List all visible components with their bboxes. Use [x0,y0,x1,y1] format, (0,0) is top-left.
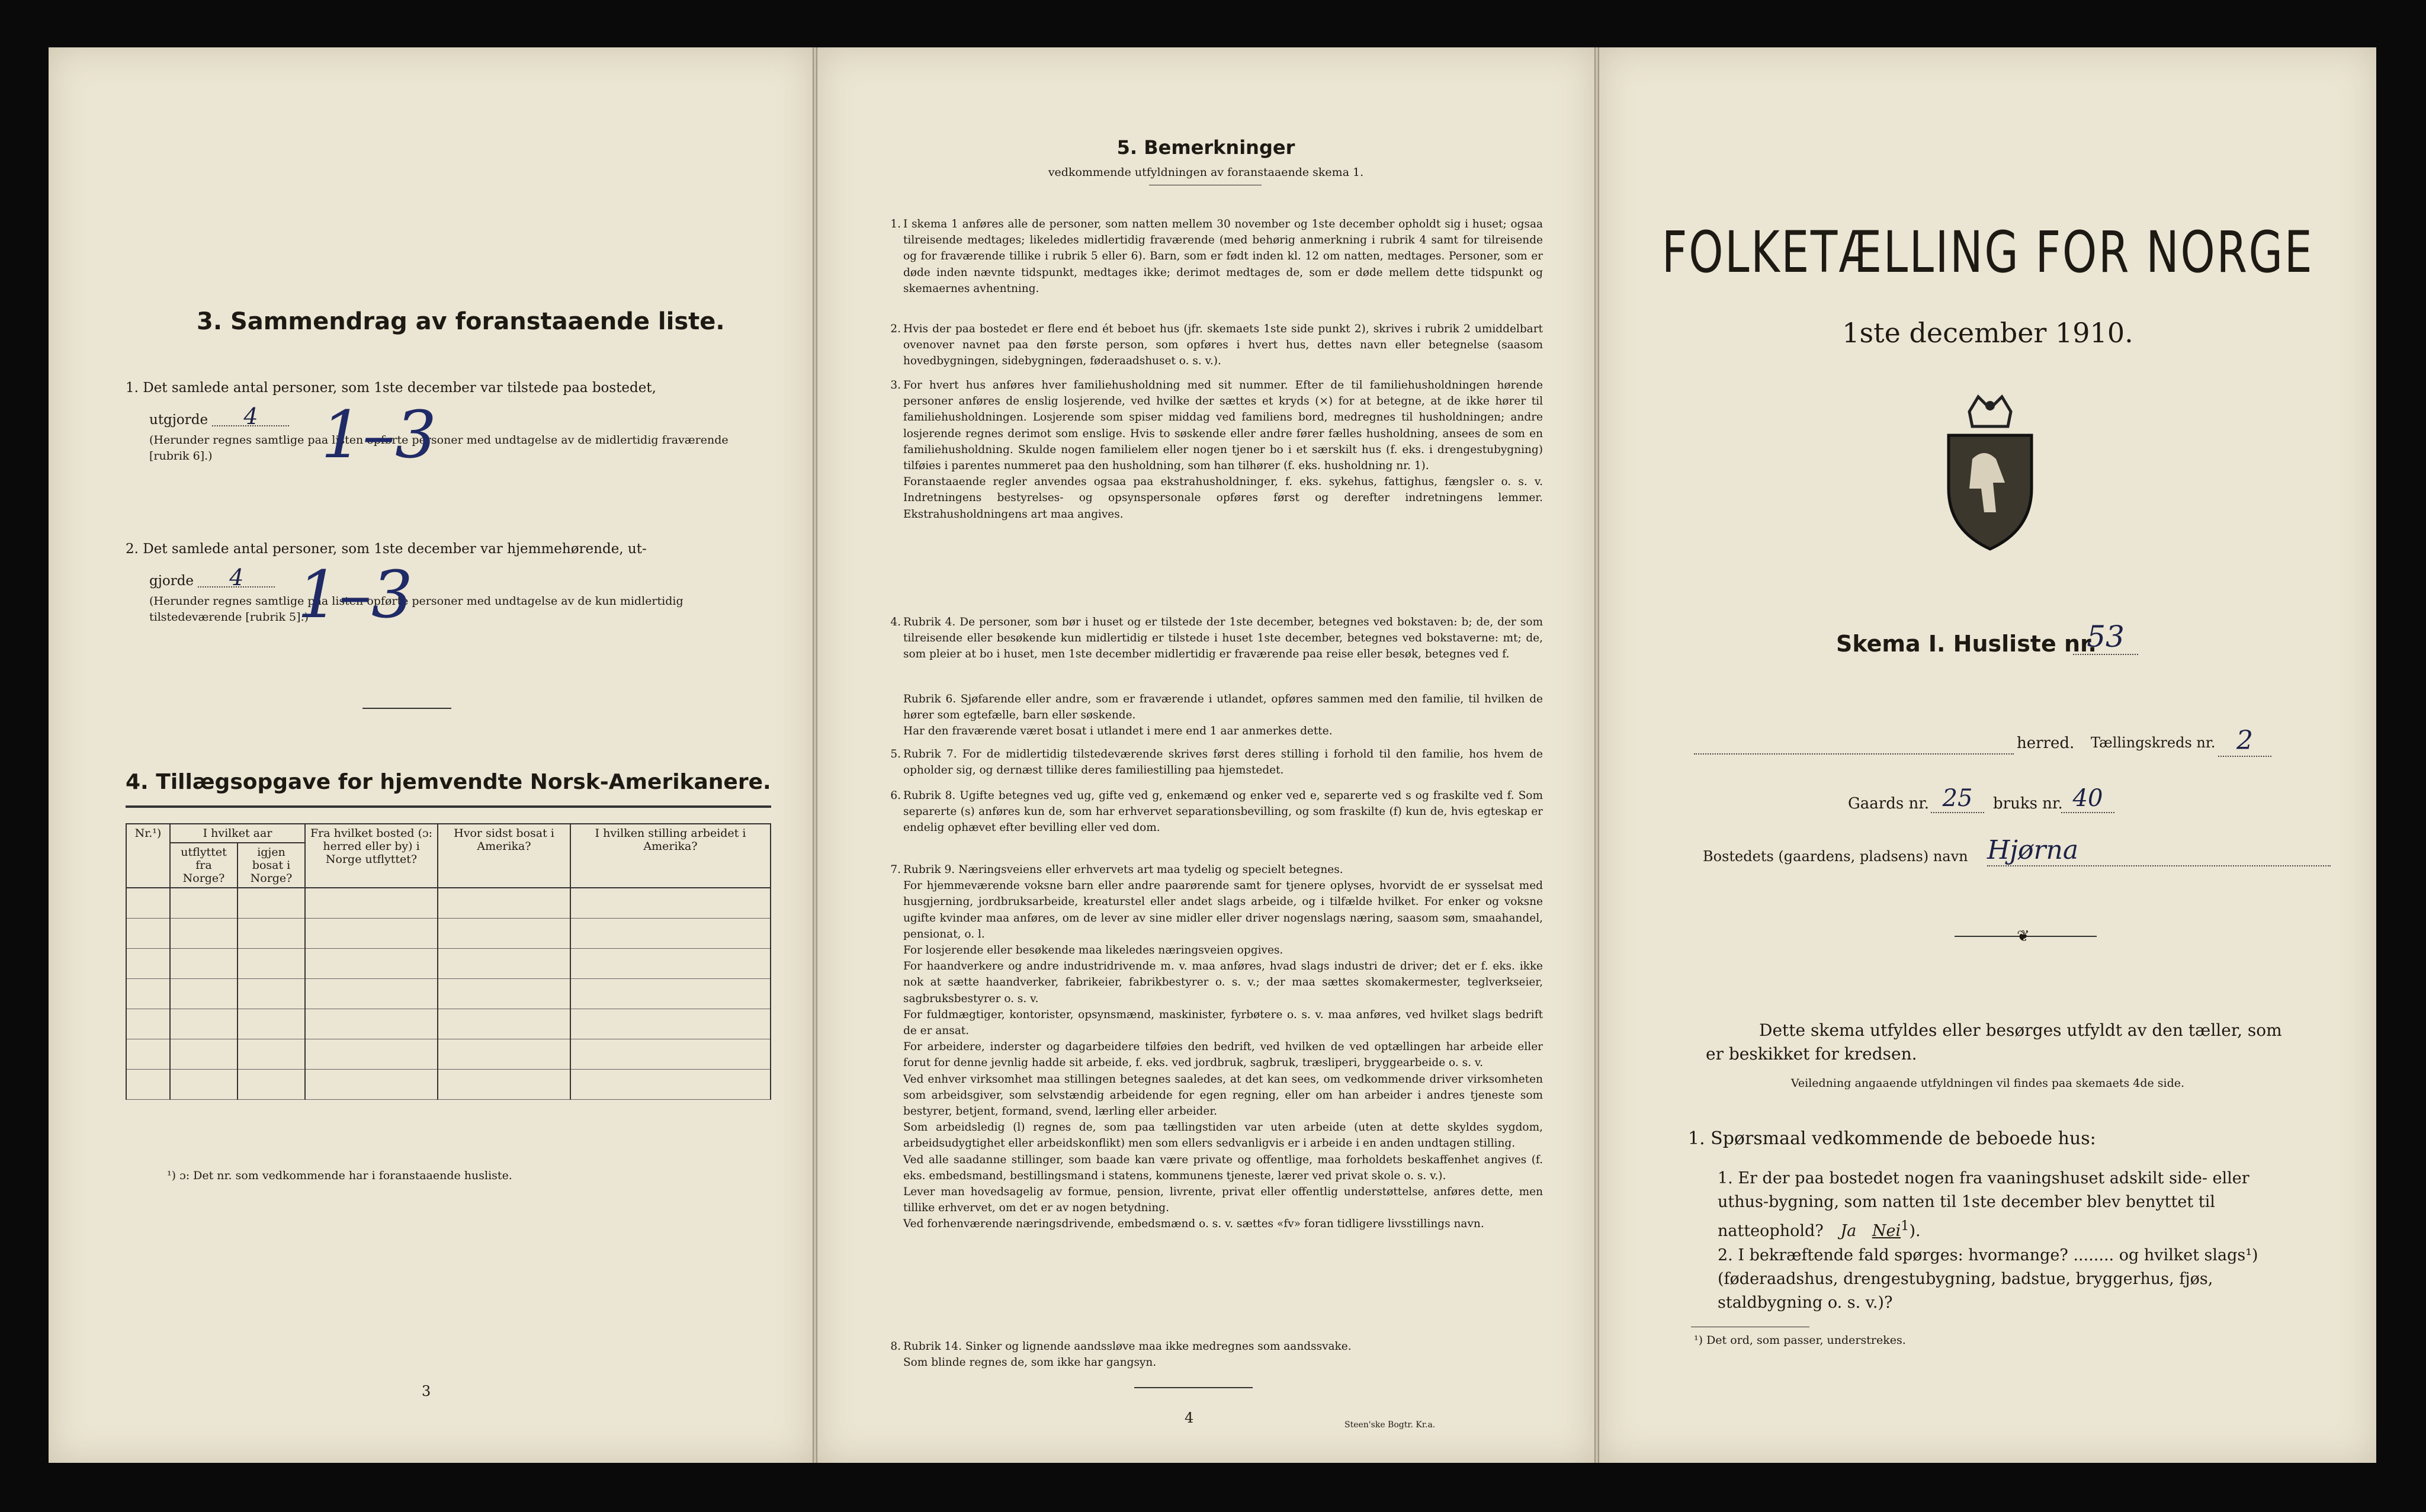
remark-6: 6. Rubrik 8. Ugifte betegnes ved ug, gifte ved g, enkemænd og enker ved e, separerte ved s og fraskilte ved f. Som separerte (s) anføres kun de, som har erhvervet separationsbevilling, og som fraskilte (f) kun de, hvis egteskap er endelig ophævet efter bevilling eller ved dom. [890,789,1543,834]
binding-seam [813,47,817,1463]
gaards-number[interactable]: 25 [1931,785,1984,813]
page-number: 4 [1185,1410,1194,1426]
present-count[interactable]: 4 [212,407,289,426]
herred-label: herred. [2017,734,2075,752]
table-row[interactable] [126,949,771,979]
utgjorde-label: utgjorde [149,412,208,428]
remark-7: 7. Rubrik 9. Næringsveiens eller erhvervets art maa tydelig og specielt betegnes. For hjemmeværende voksne barn eller andre paarørende samt for tjenere oplyses, hvorvidt de er sysselsat med husgjerning, jordbruksarbeide, kreaturstel eller andet slags arbeide, og i tilfælde hvilket. For enker og voksne ugifte kvinder maa anføres, om de lever av sine midler eller driver nogenslags næring, saasom søm, smaahandel, pensionat, o. l. For losjerende eller besøkende maa likeledes næringsveien opgives. For haandverkere og andre industridrivende m. v. maa anføres, hvad slags industri de driver; det er f. eks. ikke nok at sætte haandverker, fabrikeier, fabrikbestyrer o. s. v.; der maa sættes skomakermester, teglverkseier, sagbruksbestyrer o. s. v. For fuldmægtiger, kontorister, opsynsmænd, maskinister, fyrbøtere o. s. v. maa anføres, ved hvilket slags bedrift de er ansat. For arbeidere, inderster og dagarbeidere tilføies den bedrift, ved hvilken de ved optællingen har arbeide eller forut for denne jevnlig hadde sit arbeide, f. eks. ved jordbruk, sagbruk, træsliperi, bryggearbeide o. s. v. Ved enhver virksomhet maa stillingen betegnes saaledes, at det kan sees, om vedkommende driver virksomheten som arbeidsgiver, som selvstændig arbeidende for egen regning, eller om han arbeider i andres tjeneste som bestyrer, betjent, formand, svend, lærling eller arbeider. Som arbeidsledig (l) regnes de, som paa tællingstiden var uten arbeide (uten at dette skyldes sygdom, arbeidsudygtighet eller arbeidskonflikt) men som ellers sedvanligvis er i arbeide i en anden undtagen stilling. Ved alle saadanne stillinger, som baade kan være private og offentlige, maa forholdets beskaffenhet angives (f. eks. embedsmand, bestillingsmand i statens, kommunens tjeneste, lærer ved privat skole o. s. v.). Lever man hovedsagelig av formue, pension, livrente, privat eller offentlig understøttelse, anføres dette, men tillike erhvervet, om det er av nogen betydning. Ved forhenværende næringsdrivende, embedsmænd o. s. v. sættes «fv» foran tidligere livsstillings navn. [890,863,1543,1231]
resident-count[interactable]: 4 [198,569,275,588]
census-date: 1ste december 1910. [1842,317,2133,349]
section-4-rule [126,805,771,808]
page-4 [817,47,1594,1463]
house-question-2: 2. I bekræftende fald spørges: hvormange? ........ og hvilket slags¹) (føderaadshus, drengestubygning, badstue, bryggerhus, fjøs, staldbygning o. s. v.)? [1718,1246,2258,1312]
question-1-note: (Herunder regnes samtlige paa listen opførte personer med undtagelse av de midlertidig fraværende [rubrik 6].) [149,434,729,463]
col-occupation: I hvilken stilling arbeidet i Amerika? [570,824,771,888]
table-row[interactable] [126,1039,771,1070]
table-row[interactable] [126,919,771,949]
question-1-text: 1. Det samlede antal personer, som 1ste december var tilstede paa bostedet, [126,380,656,396]
herred-field[interactable] [1694,740,2014,755]
page-number: 3 [422,1383,431,1399]
table-row[interactable] [126,1009,771,1039]
remark-2: 2. Hvis der paa bostedet er flere end ét beboet hus (jfr. skemaets 1ste side punkt 2), skrives i rubrik 2 umiddelbart ovenover navnet paa den første person, som opføres i hvert hus, dettes navn eller betegnelse (saasom hovedbygningen, sidebygningen, føderaadshuset o. s. v.). [890,323,1543,368]
answer-ja[interactable]: Ja [1840,1222,1857,1240]
coat-of-arms-icon [1937,394,2043,554]
norwegian-american-table [126,823,771,1100]
remark-4-rubrik-6: Rubrik 6. Sjøfarende eller andre, som er fraværende i utlandet, opføres sammen med den familie, til hvilken de hører som egtefælle, barn eller søskende. Har den fraværende været bosat i utlandet i mere end 1 aar anmerkes dette. [903,693,1543,738]
col-emigrated: utflyttet fra Norge? [170,843,238,888]
answer-nei[interactable]: Nei [1872,1222,1901,1240]
divider [362,708,451,709]
end-rule [1134,1387,1253,1388]
house-question-1: 1. Er der paa bostedet nogen fra vaaningshuset adskilt side- eller uthus-bygning, som natten til 1ste december blev benyttet til natteophold? Ja Nei$^1$). [1718,1169,2249,1240]
remark-1: 1. I skema 1 anføres alle de personer, som natten mellem 30 november og 1ste december opholdt sig i huset; ogsaa tilreisende medtages; likeledes midlertidig fraværende (med behørig anmerkning i rubrik 4 samt for tilreisende og for fraværende tillike i rubrik 5 eller 6). Barn, som er født inden kl. 12 om natten, medtages. Personer, som er døde inden nævnte tidspunkt, medtages ikke; derimot medtages de, som er døde mellem dette tidspunkt og skemaernes avhentning. [890,218,1543,295]
section-4-title: 4. Tillægsopgave for hjemvendte Norsk-Amerikanere. [126,770,771,794]
col-nr: Nr.¹) [126,824,170,888]
kreds-number[interactable]: 2 [2218,725,2271,757]
col-from: Fra hvilket bosted (ɔ: herred eller by) i Norge utflyttet? [305,824,438,888]
remark-8: 8. Rubrik 14. Sinker og lignende aandssløve maa ikke medregnes som aandssvake. Som blinde regnes de, som ikke har gangsyn. [890,1340,1352,1369]
guide-text: Veiledning angaaende utfyldningen vil findes paa skemaets 4de side. [1790,1077,2185,1090]
remarks-title: 5. Bemerkninger [1116,136,1295,159]
remarks-subtitle: vedkommende utfyldningen av foranstaaende skema 1. [1048,166,1364,179]
bruks-label: bruks nr. [1993,795,2063,813]
husliste-number[interactable]: 53 [2073,619,2138,655]
table-row[interactable] [126,888,771,919]
questions-heading: 1. Spørsmaal vedkommende de beboede hus: [1688,1128,2096,1149]
section-3-title: 3. Sammendrag av foranstaaende liste. [197,308,725,335]
schema-label: Skema I. Husliste nr. [1836,631,2097,657]
cover-footnote: ¹) Det ord, som passer, understrekes. [1694,1334,1906,1347]
table-footnote: ¹) ɔ: Det nr. som vedkommende har i foranstaaende husliste. [167,1169,512,1182]
question-2-text: 2. Det samlede antal personer, som 1ste december var hjemmehørende, ut- [126,541,647,557]
table-row[interactable] [126,979,771,1009]
form-title: FOLKETÆLLING FOR NORGE [1661,219,2314,285]
kreds-label: Tællingskreds nr. [2091,734,2216,751]
cover-page [1599,47,2376,1463]
col-last: Hvor sidst bosat i Amerika? [438,824,570,888]
handwritten-range-2: 1–3 [297,557,413,633]
bruks-number[interactable]: 40 [2061,785,2114,813]
bosted-label: Bostedets (gaardens, pladsens) navn [1703,848,1968,865]
question-2 [126,540,747,625]
remark-4: 4. Rubrik 4. De personer, som bør i huset og er tilstede der 1ste december, betegnes ved bokstaven: b; de, der som tilreisende eller besøkende kun midlertidig er tilstede i huset 1ste december, betegnes ved bokstaverne: mt; de, som pleier at bo i huset, men 1ste december midlertidig er fraværende paa reise eller besøk, betegnes ved f. [890,616,1543,661]
question-2-note: (Herunder regnes samtlige paa listen opførte personer med undtagelse av de kun midlertidig tilstedeværende [rubrik 5].) [149,595,683,624]
printer-mark: Steen'ske Bogtr. Kr.a. [1344,1420,1436,1430]
gjorde-label: gjorde [149,573,194,589]
bosted-name[interactable]: Hjørna [1987,835,2331,866]
col-year-group: I hvilket aar [170,824,305,843]
binding-seam [1594,47,1599,1463]
col-returned: igjen bosat i Norge? [238,843,305,888]
remark-5: 5. Rubrik 7. For de midlertidig tilstedeværende skrives først deres stilling i forhold til den familie, hos hvem de opholder sig, og dernæst tillike deres familiestilling paa hjemstedet. [890,748,1543,777]
gaards-label: Gaards nr. [1848,795,1930,813]
remark-3: 3. For hvert hus anføres hver familiehusholdning med sit nummer. Efter de til familiehusholdningen hørende personer anføres de enslig losjerende, ved hvilke der sættes et kryds (×) for at betegne, at de ikke hører til familiehusholdningen. Losjerende som spiser middag ved familiens bord, medregnes til husholdningen; andre losjerende regnes derimot som enslige. Hvis to søskende eller andre fører fælles husholdning, ansees de som en familiehusholdning. Skulde nogen familielem eller nogen tjener bo i et særskilt hus (f. eks. i drengestubygning) tilføies i parentes nummeret paa den husholdning, som han tilhører (f. eks. husholdning nr. 1). Foranstaaende regler anvendes ogsaa paa ekstrahusholdninger, f. eks. sykehus, fattighus, fængsler o. s. v. Indretningens bestyrelses- og opsynspersonale opføres først og derefter indretningens lemmer. Ekstrahusholdningens art maa angives. [890,379,1543,521]
table-row[interactable] [126,1070,771,1100]
page-3 [49,47,813,1463]
question-1 [126,379,747,464]
ornament-icon: ❦ [2017,927,2030,945]
handwritten-range-1: 1–3 [321,397,437,473]
intro-text: Dette skema utfyldes eller besørges utfyldt av den tæller, som er beskikket for kredsen. [1706,1020,2282,1064]
